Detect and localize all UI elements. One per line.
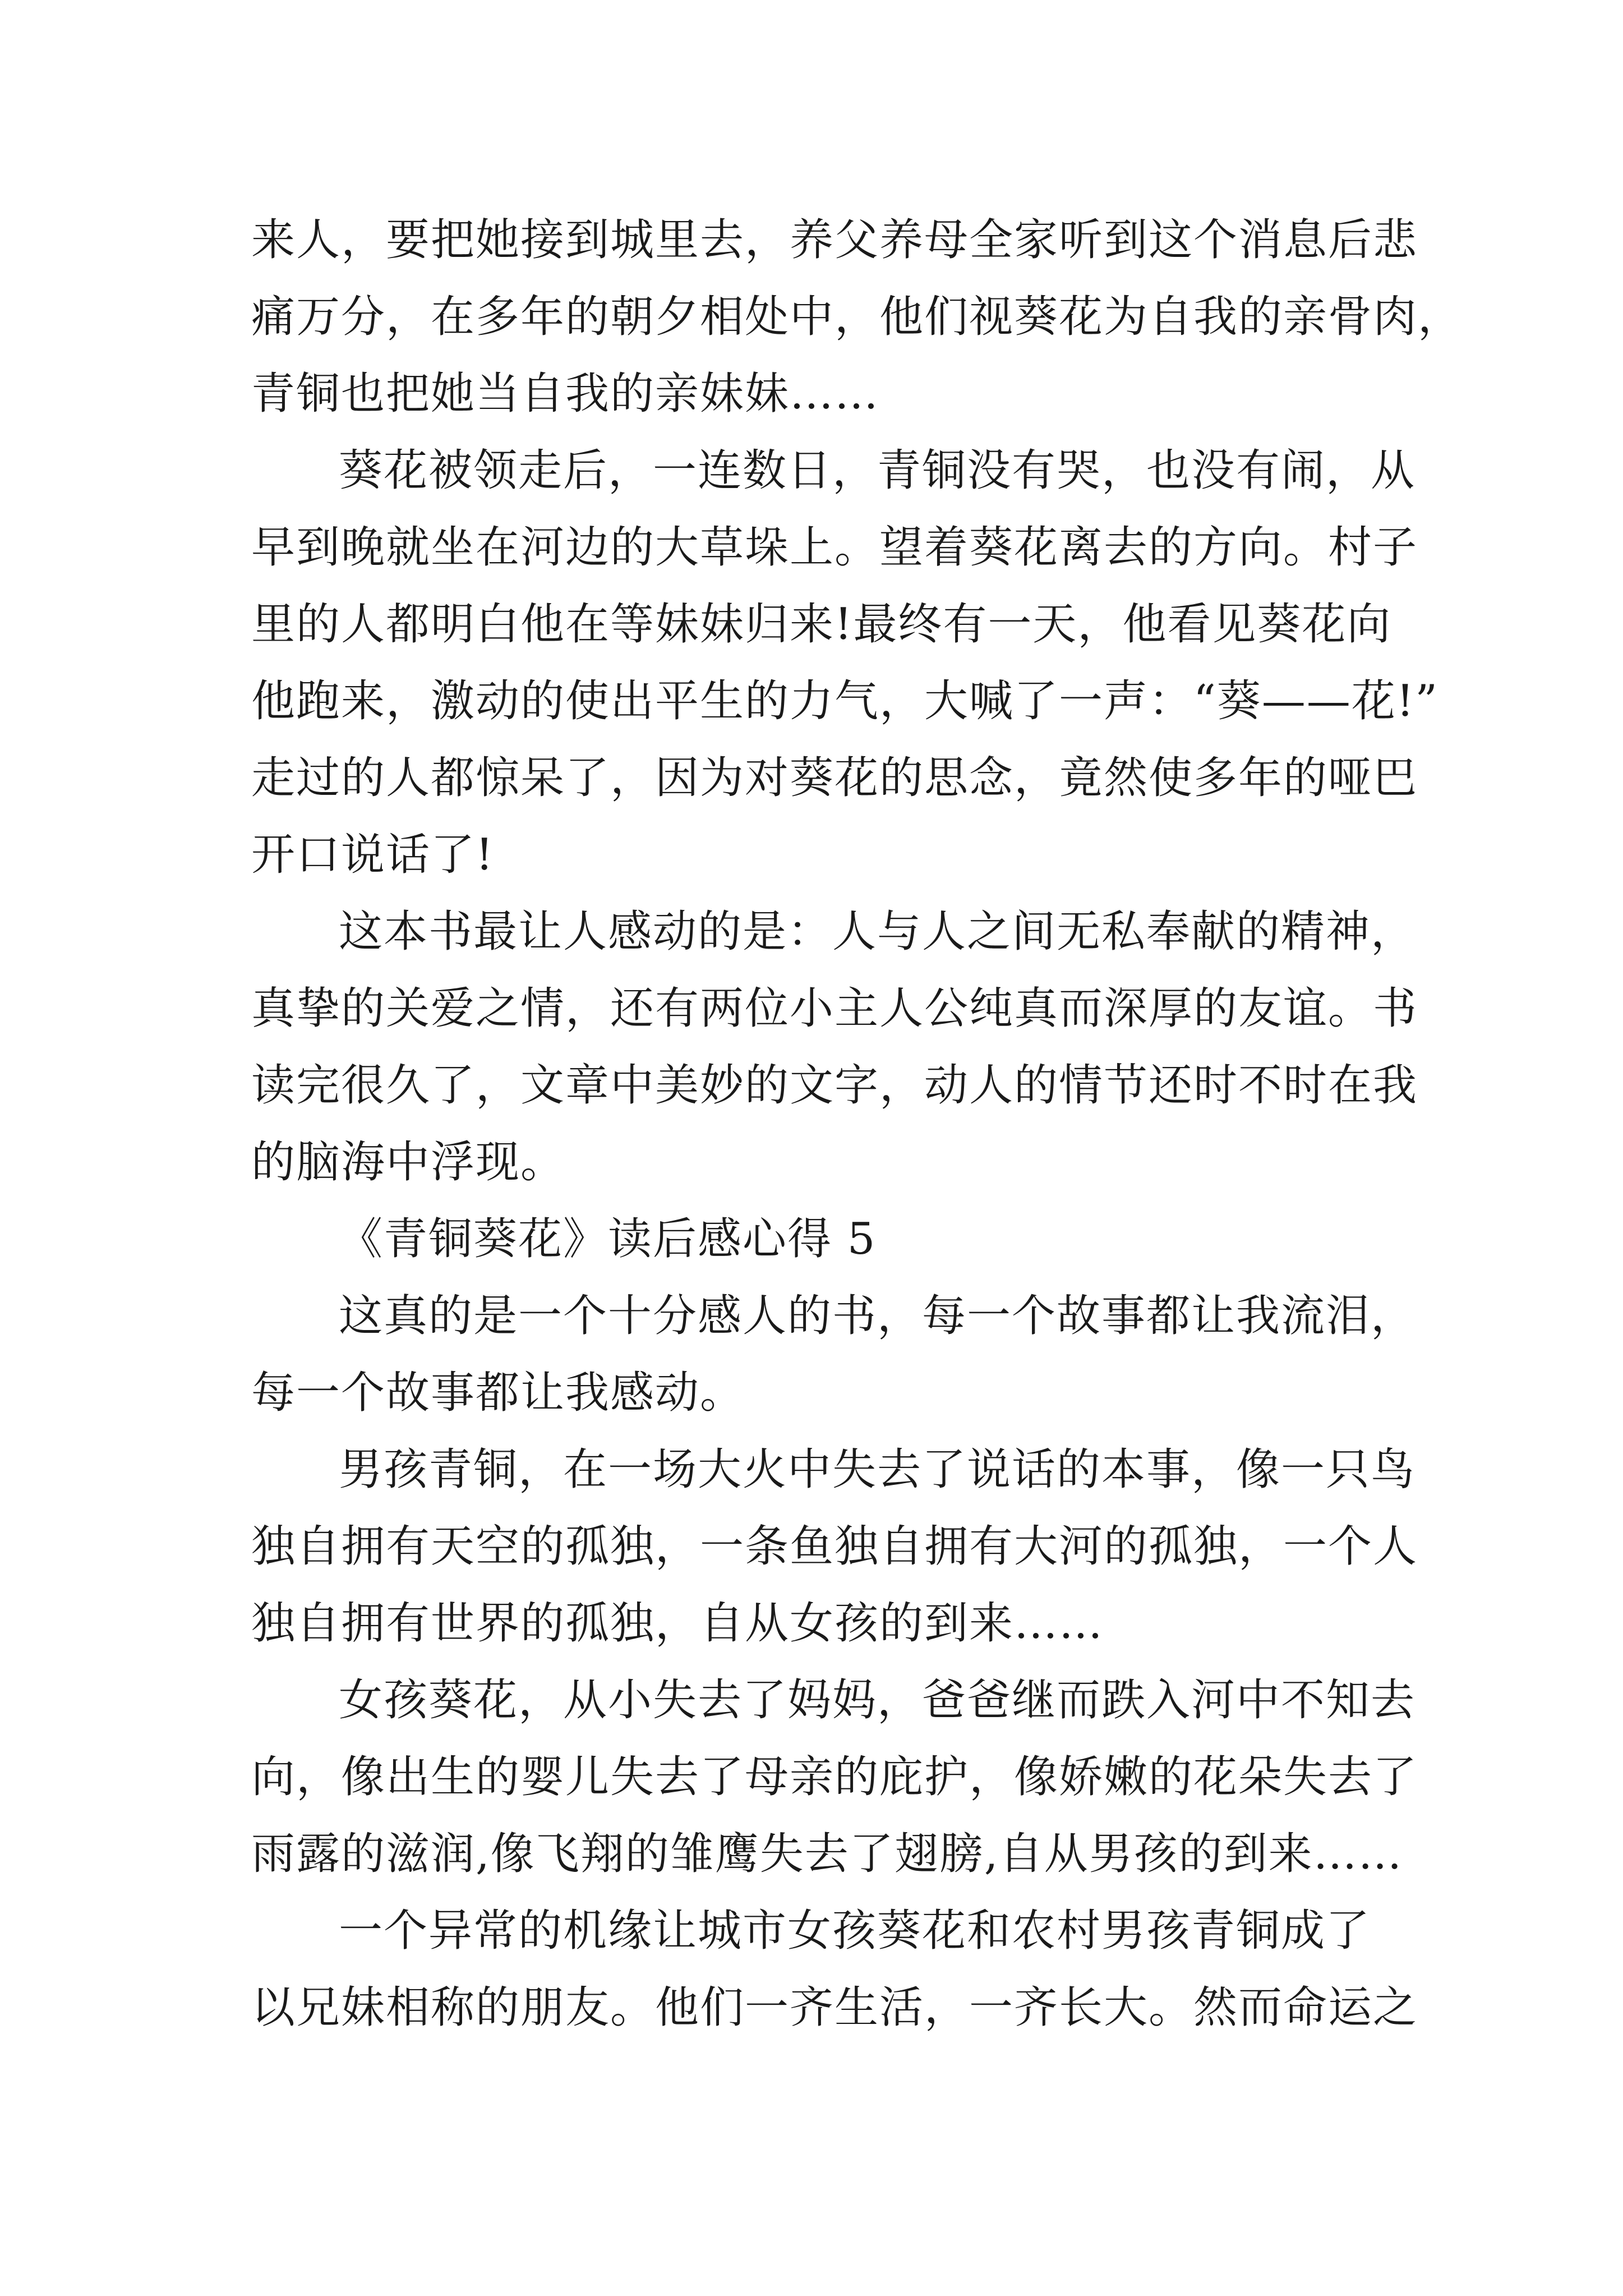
text-line: 女孩葵花，从小失去了妈妈，爸爸继而跌入河中不知去 [339, 1675, 1416, 1726]
text-line: 葵花被领走后，一连数日，青铜没有哭，也没有闹，从 [339, 445, 1416, 496]
text-line: 他跑来，激动的使出平生的力气，大喊了一声：“葵——花!” [251, 676, 1439, 726]
text-line: 以兄妹相称的朋友。他们一齐生活，一齐长大。然而命运之 [251, 1982, 1418, 2033]
text-line: 走过的人都惊呆了，因为对葵花的思念，竟然使多年的哑巴 [251, 753, 1418, 803]
text-line: 早到晚就坐在河边的大草垛上。望着葵花离去的方向。村子 [251, 522, 1418, 573]
text-line: 雨露的滋润,像飞翔的雏鹰失去了翅膀,自从男孩的到来…… [251, 1829, 1403, 1879]
text-line: 这真的是一个十分感人的书，每一个故事都让我流泪， [339, 1291, 1416, 1341]
text-line: 这本书最让人感动的是：人与人之间无私奉献的精神， [339, 907, 1416, 957]
text-line: 男孩青铜，在一场大火中失去了说话的本事，像一只鸟 [339, 1444, 1416, 1495]
text-line: 真挚的关爱之情，还有两位小主人公纯真而深厚的友谊。书 [251, 983, 1418, 1034]
text-line: 的脑海中浮现。 [251, 1137, 566, 1188]
text-line: 每一个故事都让我感动。 [251, 1368, 745, 1418]
document-body [251, 202, 1463, 2046]
text-line: 开口说话了! [251, 830, 495, 880]
text-line: 独自拥有世界的孤独，自从女孩的到来…… [251, 1598, 1104, 1649]
text-line: 来人，要把她接到城里去，养父养母全家听到这个消息后悲 [251, 215, 1418, 265]
text-line: 青铜也把她当自我的亲妹妹…… [251, 369, 880, 419]
text-line: 向，像出生的婴儿失去了母亲的庇护，像娇嫩的花朵失去了 [251, 1752, 1418, 1802]
text-line: 里的人都明白他在等妹妹归来!最终有一天，他看见葵花向 [251, 599, 1392, 650]
text-line: 独自拥有天空的孤独，一条鱼独自拥有大河的孤独，一个人 [251, 1521, 1418, 1572]
section-heading: 《青铜葵花》读后感心得 5 [339, 1214, 877, 1264]
text-line: 一个异常的机缘让城市女孩葵花和农村男孩青铜成了 [339, 1906, 1371, 1956]
text-line: 读完很久了，文章中美妙的文字，动人的情节还时不时在我 [251, 1060, 1418, 1111]
text-line: 痛万分，在多年的朝夕相处中，他们视葵花为自我的亲骨肉， [251, 292, 1463, 342]
